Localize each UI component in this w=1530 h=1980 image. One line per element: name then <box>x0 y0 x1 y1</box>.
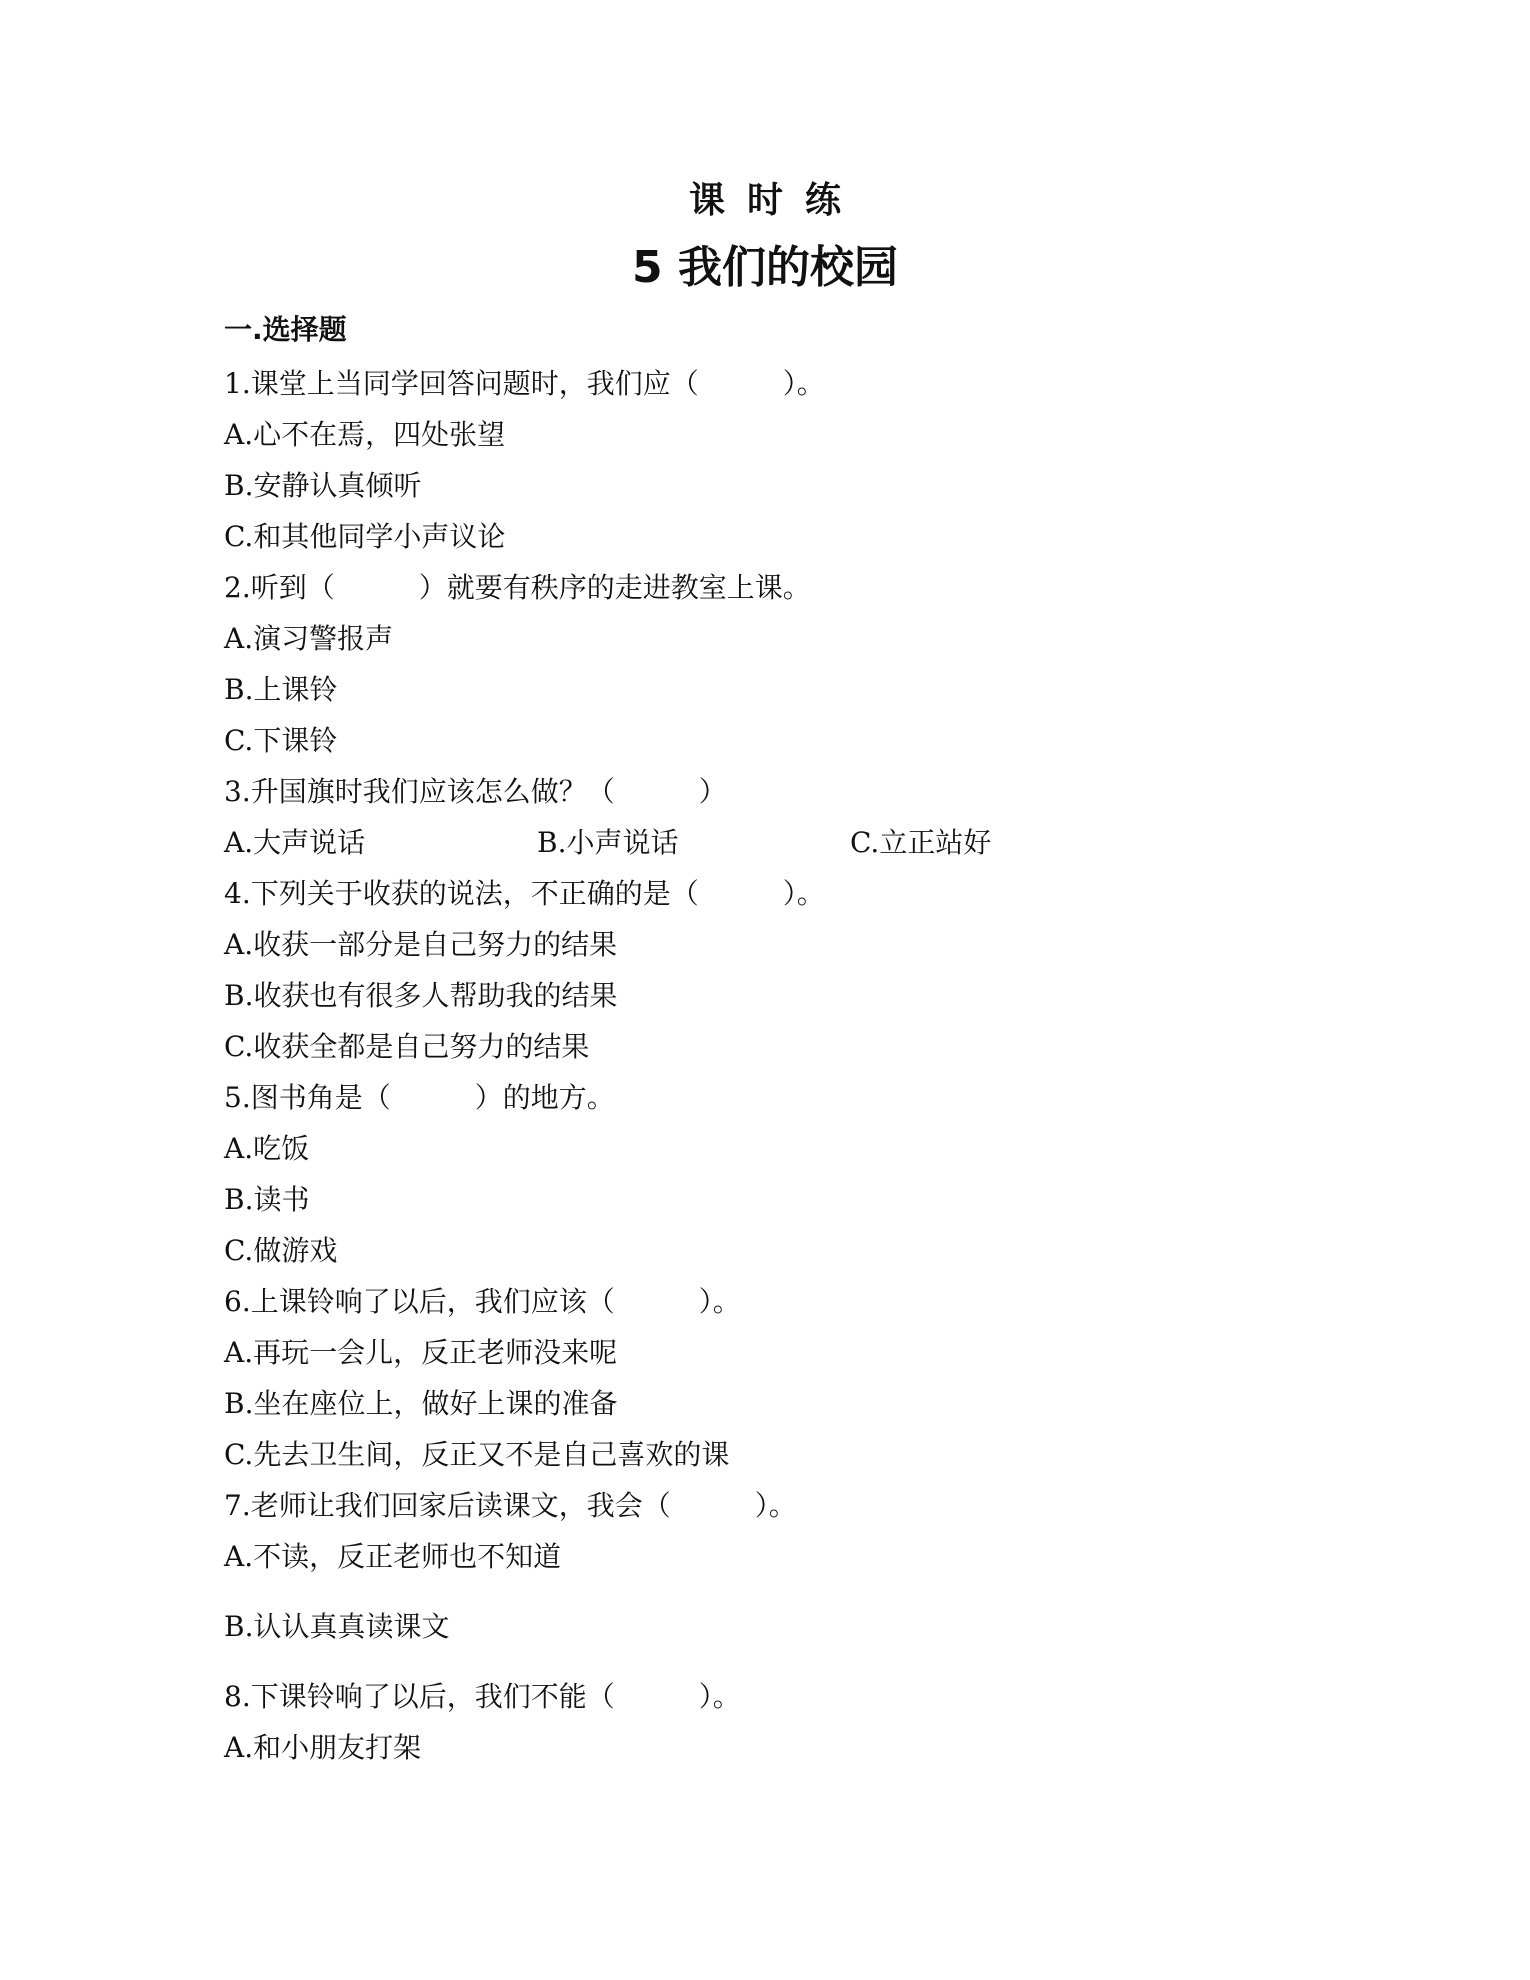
question-option: A.再玩一会儿，反正老师没来呢 <box>224 1336 618 1369</box>
question-option: A.演习警报声 <box>224 622 394 655</box>
question-option: A.不读，反正老师也不知道 <box>224 1540 562 1573</box>
question-option: A.大声说话 <box>224 826 366 859</box>
question-option: C.先去卫生间，反正又不是自己喜欢的课 <box>224 1438 730 1471</box>
question-option: B.认认真真读课文 <box>224 1610 450 1643</box>
section-title: 一.选择题 <box>224 313 347 346</box>
question-stem: 2.听到（ ）就要有秩序的走进教室上课。 <box>224 571 811 604</box>
question-stem: 1.课堂上当同学回答问题时，我们应（ ）。 <box>224 367 825 400</box>
question-option: A.收获一部分是自己努力的结果 <box>224 928 618 961</box>
question-option: B.读书 <box>224 1183 310 1216</box>
question-option: C.立正站好 <box>850 826 992 859</box>
question-stem: 7.老师让我们回家后读课文，我会（ ）。 <box>224 1489 797 1522</box>
question-option: A.心不在焉，四处张望 <box>224 418 506 451</box>
question-option: C.收获全都是自己努力的结果 <box>224 1030 590 1063</box>
lesson-title: 5 我们的校园 <box>632 242 898 293</box>
question-stem: 6.上课铃响了以后，我们应该（ ）。 <box>224 1285 741 1318</box>
question-option: C.下课铃 <box>224 724 338 757</box>
question-list <box>224 358 1324 1773</box>
question-option: B.小声说话 <box>537 826 679 859</box>
question-option: B.安静认真倾听 <box>224 469 422 502</box>
question-option: B.坐在座位上，做好上课的准备 <box>224 1387 618 1420</box>
question-option: A.和小朋友打架 <box>224 1731 422 1764</box>
question-stem: 4.下列关于收获的说法，不正确的是（ ）。 <box>224 877 825 910</box>
question-option: B.上课铃 <box>224 673 338 706</box>
question-option-row <box>224 817 1324 868</box>
worksheet-subtitle: 课时练 <box>688 180 863 221</box>
question-stem: 5.图书角是（ ）的地方。 <box>224 1081 615 1114</box>
question-option: A.吃饭 <box>224 1132 310 1165</box>
question-option: C.和其他同学小声议论 <box>224 520 506 553</box>
question-option: C.做游戏 <box>224 1234 338 1267</box>
question-stem: 8.下课铃响了以后，我们不能（ ）。 <box>224 1680 741 1713</box>
question-stem: 3.升国旗时我们应该怎么做？（ ） <box>224 775 727 808</box>
question-option: B.收获也有很多人帮助我的结果 <box>224 979 618 1012</box>
